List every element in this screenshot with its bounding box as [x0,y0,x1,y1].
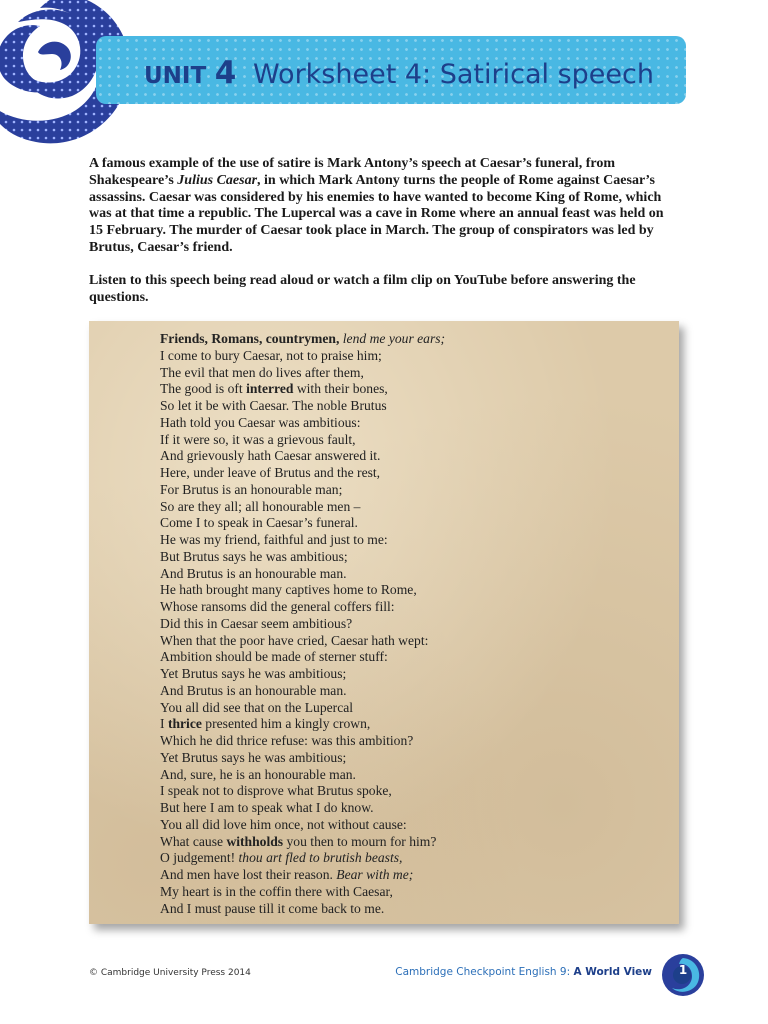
speech-segment: I come to bury Caesar, not to praise him; [160,347,382,363]
speech-segment: The good is oft [160,381,247,397]
speech-segment: lend me your ears; [342,331,446,346]
speech-line [160,867,670,884]
copyright-notice: © Cambridge University Press 2014 [89,968,251,978]
speech-segment: And men have lost their reason. [160,867,337,882]
speech-segment: If it were so, it was a grievous fault, [160,431,356,447]
speech-segment: Bear with me; [336,867,414,882]
speech-line [160,549,670,566]
speech-line [160,348,670,365]
speech-line [160,884,670,901]
series-name: Cambridge Checkpoint English 9: [395,966,574,978]
speech-line [160,649,670,666]
speech-segment: Here, under leave of Brutus and the rest, [160,465,381,480]
speech-line [160,415,670,432]
speech-segment: O judgement! [160,850,239,866]
speech-line [160,733,670,750]
speech-segment: Yet Brutus says he was ambitious; [160,749,347,765]
speech-line [160,432,670,449]
speech-segment: And Brutus is an honourable man. [160,682,347,698]
unit-number: 4 [214,55,237,91]
speech-text [160,331,670,917]
speech-segment: He hath brought many captives home to Rome, [160,582,417,598]
speech-segment: thou art fled to brutish beasts, [238,850,403,866]
speech-line [160,532,670,549]
speech-segment: So are they all; all honourable men – [160,498,361,514]
speech-segment: When that the poor have cried, Caesar hath wept: [160,632,429,648]
speech-line [160,331,670,348]
speech-line [160,482,670,499]
intro-text-2: , in which Mark Antony turns the people of Rome against Caesar’s assassins. Caesar was considered by his enemies to have wanted to become King of Rome, which was at that time a republic. The Lupercal was a cave in Rome where an annual feast was held on 15 February. The murder of Caesar took place in March. The group of conspirators was led by Brutus, Caesar’s friend. [89,172,664,255]
intro-text-1: A famous example of the use of satire is Mark Antony’s speech at Caesar’s funeral, from Shakespeare’s [89,156,615,188]
speech-segment: And grievously hath Caesar answered it. [160,448,381,464]
speech-line [160,783,670,800]
speech-segment: The evil that men do lives after them, [160,364,364,380]
speech-segment: Which he did thrice refuse: was this ambition? [160,733,414,748]
speech-line [160,398,670,415]
speech-segment: presented him a kingly crown, [201,716,371,732]
speech-segment: with their bones, [293,381,388,397]
speech-line [160,599,670,616]
speech-segment: thrice [167,716,202,732]
instruction-paragraph: Listen to this speech being read aloud or watch a film clip on YouTube before answering the questions. [89,273,636,305]
speech-line [160,800,670,817]
series-title [395,966,652,978]
speech-segment: My heart is in the coffin there with Caesar, [160,883,393,899]
speech-line [160,716,670,733]
speech-segment: Hath told you Caesar was ambitious: [160,414,361,430]
speech-segment: I [160,716,168,732]
speech-segment: And I must pause till it come back to me. [160,900,385,916]
speech-segment: I speak not to disprove what Brutus spoke, [160,783,392,799]
speech-line [160,566,670,583]
speech-line [160,448,670,465]
speech-segment: But here I am to speak what I do know. [160,800,374,815]
speech-line [160,365,670,382]
speech-line [160,666,670,683]
speech-line [160,515,670,532]
speech-segment: For Brutus is an honourable man; [160,481,343,497]
speech-segment: withholds [226,833,284,849]
speech-line [160,767,670,784]
speech-segment: Ambition should be made of sterner stuff: [160,649,388,665]
worksheet-title: Worksheet 4: Satirical speech [252,59,654,90]
speech-line [160,499,670,516]
page-number: 1 [678,963,688,977]
unit-label: UNIT [144,63,207,89]
page-title [144,50,654,96]
speech-line [160,683,670,700]
speech-line [160,616,670,633]
speech-line [160,633,670,650]
speech-line [160,817,670,834]
book-title: A World View [573,966,652,978]
speech-segment: you then to mourn for him? [283,833,437,849]
speech-line [160,465,670,482]
speech-segment: Friends, Romans, countrymen, [160,331,340,346]
speech-segment: So let it be with Caesar. The noble Brutus [160,398,387,413]
speech-segment: You all did love him once, not without cause: [160,816,407,832]
speech-line [160,901,670,918]
speech-segment: But Brutus says he was ambitious; [160,548,348,564]
speech-line [160,850,670,867]
speech-line [160,834,670,851]
speech-segment: interred [246,381,294,397]
speech-line [160,700,670,717]
speech-segment: What cause [160,833,227,849]
speech-line [160,381,670,398]
speech-segment: And, sure, he is an honourable man. [160,766,356,782]
speech-segment: And Brutus is an honourable man. [160,565,347,581]
speech-segment: He was my friend, faithful and just to me: [160,532,388,547]
speech-segment: Come I to speak in Caesar’s funeral. [160,515,358,531]
speech-segment: You all did see that on the Lupercal [160,699,354,715]
speech-line [160,582,670,599]
intro-paragraph [89,156,681,257]
speech-segment: Whose ransoms did the general coffers fill: [160,599,395,614]
speech-segment: Yet Brutus says he was ambitious; [160,666,347,681]
play-title: Julius Caesar [177,172,258,188]
speech-segment: Did this in Caesar seem ambitious? [160,615,353,631]
speech-line [160,750,670,767]
